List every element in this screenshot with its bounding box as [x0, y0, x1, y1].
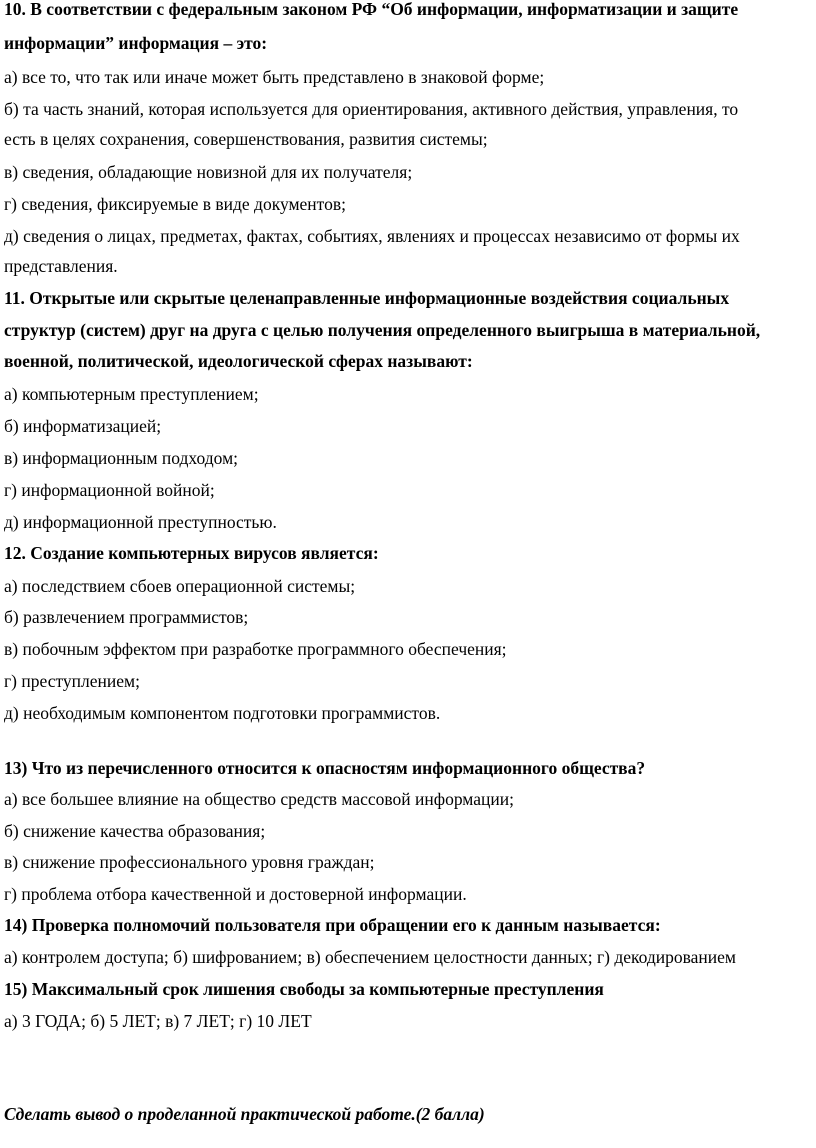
q11-option-a: а) компьютерным преступлением; [4, 384, 259, 404]
q14-options: а) контролем доступа; б) шифрованием; в) обеспечением целостности данных; г) декодированием [4, 947, 737, 967]
q10-option-a: а) все то, что так или иначе может быть представлено в знаковой форме; [4, 67, 545, 87]
q13-title: 13) Что из перечисленного относится к опасностям информационного общества? [4, 758, 646, 778]
conclusion-instruction: Сделать вывод о проделанной практической работе.(2 балла) [4, 1104, 485, 1124]
q11-option-d: г) информационной войной; [4, 480, 215, 500]
q12-option-d: г) преступлением; [4, 671, 140, 691]
q10-option-d: г) сведения, фиксируемые в виде документов; [4, 194, 346, 214]
q11-option-c: в) информационным подходом; [4, 448, 239, 468]
q15-title: 15) Максимальный срок лишения свободы за компьютерные преступления [4, 979, 604, 999]
q11-option-b: б) информатизацией; [4, 416, 162, 436]
q12-option-b: б) развлечением программистов; [4, 607, 249, 627]
q12-option-c: в) побочным эффектом при разработке программного обеспечения; [4, 639, 507, 659]
q10-option-e-line2: представления. [4, 256, 118, 276]
q11-title-line2: структур (систем) друг на друга с целью получения определенного выигрыша в материальной, [4, 320, 761, 340]
q15-options: а) 3 ГОДА; б) 5 ЛЕТ; в) 7 ЛЕТ; г) 10 ЛЕТ [4, 1011, 312, 1031]
q11-option-e: д) информационной преступностью. [4, 512, 277, 532]
q12-title: 12. Создание компьютерных вирусов является: [4, 543, 379, 563]
q13-option-b: б) снижение качества образования; [4, 821, 266, 841]
q10-title-line1: 10. В соответствии с федеральным законом РФ “Об информации, информатизации и защите [4, 0, 739, 19]
q12-option-e: д) необходимым компонентом подготовки программистов. [4, 703, 441, 723]
q10-title-line2: информации” информация – это: [4, 33, 268, 53]
q12-option-a: а) последствием сбоев операционной системы; [4, 576, 356, 596]
q10-option-c: в) сведения, обладающие новизной для их получателя; [4, 162, 413, 182]
q13-option-d: г) проблема отбора качественной и достоверной информации. [4, 884, 467, 904]
q10-option-e-line1: д) сведения о лицах, предметах, фактах, событиях, явлениях и процессах независимо от формы их [4, 226, 740, 246]
q11-title-line3: военной, политической, идеологической сферах называют: [4, 351, 473, 371]
q11-title-line1: 11. Открытые или скрытые целенаправленные информационные воздействия социальных [4, 288, 730, 308]
q14-title: 14) Проверка полномочий пользователя при обращении его к данным называется: [4, 915, 661, 935]
q10-option-b-line2: есть в целях сохранения, совершенствования, развития системы; [4, 129, 488, 149]
q13-option-a: а) все большее влияние на общество средств массовой информации; [4, 789, 514, 809]
q13-option-c: в) снижение профессионального уровня граждан; [4, 852, 375, 872]
q10-option-b-line1: б) та часть знаний, которая используется для ориентирования, активного действия, управления, то [4, 99, 739, 119]
